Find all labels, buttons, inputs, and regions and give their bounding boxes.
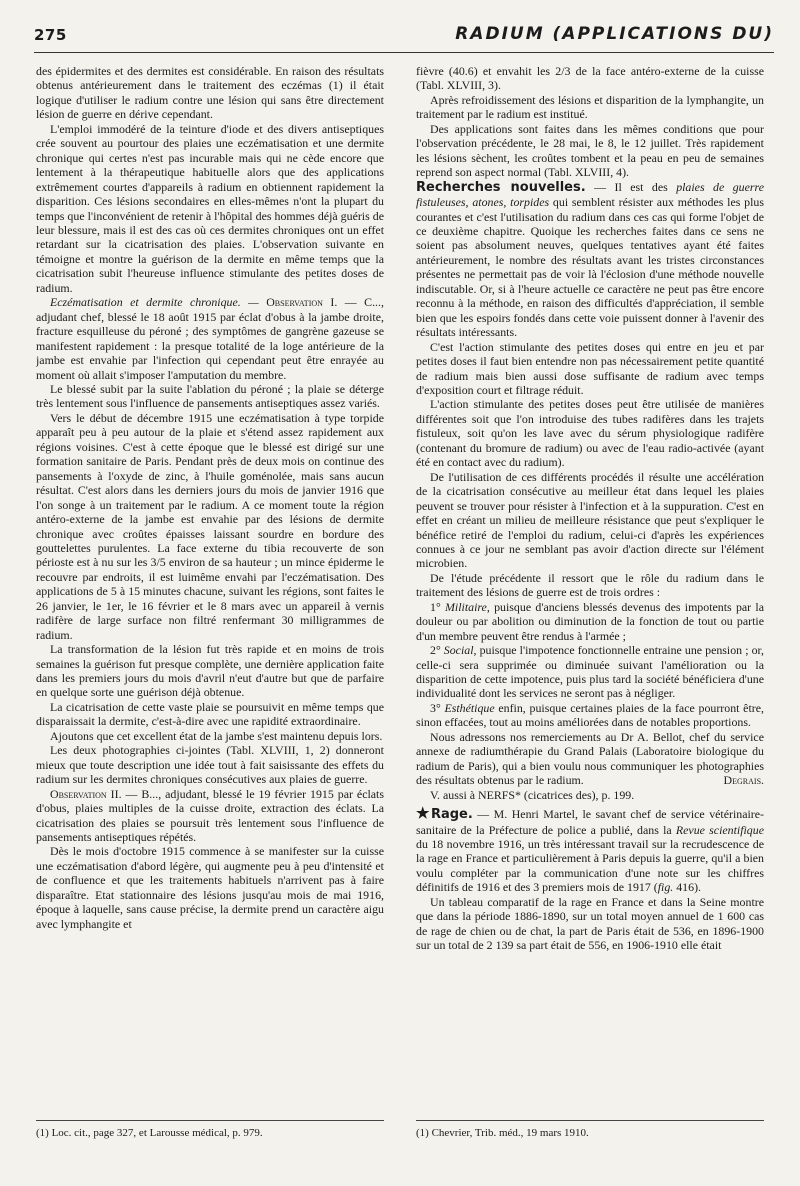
paragraph: Après refroidissement des lésions et disparition de la lymphangite, un traitement par le radium est institué. [416, 92, 764, 122]
ordre-esthetique: 3° Esthétique enfin, puisque certaines plaies de la face pourront être, sinon effacées, tout au moins améliorées dans de notables proportions. [416, 700, 764, 730]
paragraph: La cicatrisation de cette vaste plaie se poursuivit en même temps que disparaissait la dermite, c'est-à-dire avec une rapidité extraordinaire. [36, 699, 384, 729]
paragraph: Vers le début de décembre 1915 une eczématisation à type torpide apparaît peu à peu autour de la plaie et s'étend assez rapidement aux régions voisines. C'est à cette époque que le blessé est dirigé sur une formation sanitaire de Paris. Pendant près de deux mois on continue des pansements à l'oxyde de zinc, à l'huile goménolée, mais sans aucun résultat. C'est alors dans les derniers jours du mois de janvier 1916 que l'on songe à un traitement par le radium. A ce moment toute la région antéro-externe de la jambe est envahie par des lésions de dermite chronique avec croûtes épaisses laissant sourdre en bordure des gouttelettes purulentes. La face externe du tibia recouverte de son périoste est à nu sur les 3/5 environ de sa hauteur ; un mince épiderme le recouvre par endroits, il est luimême envahi par l'eczématisation. Des applications de 5 à 15 minutes chacune, suivant les régions, sont faites le 26 janvier, le 1er, le 16 février et le 8 mars avec un appareil à vernis radifère de large surface non filtré renfermant 30 milligrammes de radium. [36, 410, 384, 642]
remerciements: Nous adressons nos remerciements au Dr A. Bellot, chef du service annexe de radiumthérapie du Grand Palais (Laboratoire biologique du radium de Paris), qui a bien voulu nous communiquer les photographies des résultats obtenus par le radium. Degrais. [416, 729, 764, 788]
observation-2 [36, 787, 384, 845]
paragraph: De l'étude précédente il ressort que le rôle du radium dans le traitement des lésions de guerre est de trois ordres : [416, 570, 764, 600]
page-header [34, 22, 774, 53]
observation-label: Observation I. [266, 295, 338, 310]
recherches-nouvelles: Recherches nouvelles. — Il est des plaies de guerre fistuleuses, atones, torpides qui semblent résister aux méthodes les plus courantes et c'est l'utilisation du radium dans ces cas qui forme l'objet de ce deuxième chapitre. Quoique les recherches faites dans ce sens ne soient pas absolument neuves, quelques tentatives ayant été faites antérieurement, le nombre des résultats avant les tristes circonstances présentes ne permettait pas de voir là l'éclosion d'une méthode nouvelle indiscutable. Or, si à l'heure actuelle ce caractère ne peut pas être encore reconnu à la méthode, en raison des difficultés d'appréciation, il semble bien que les espoirs fondés dans cette voie puissent donner à l'avenir des résultats intéressants. [416, 179, 764, 340]
observation-text: — B..., adjudant, blessé le 19 février 1915 par éclats d'obus, plaies multiples de la cuisse droite, extraction des éclats. La cicatrisation des plaies se poursuit très lentement sous l'influence de pansements antiseptiques répétés. [36, 786, 384, 845]
subheading: Eczématisation et dermite chronique. — [50, 295, 259, 310]
ordre-militaire: 1° Militaire, puisque d'anciens blessés devenus des impotents par la douleur ou par abolition ou diminution de la fonction de tout ou partie d'un membre peuvent être rendus à l'armée ; [416, 599, 764, 643]
paragraph: L'action stimulante des petites doses peut être utilisée de manières différentes soit que l'on introduise des tubes radifères dans les trajets fistuleux, soit qu'on les lave avec du sérum physiologique radifère (contenant du bromure de radium) ou avec de l'eau radio-activée (ayant été en contact avec du radium). [416, 397, 764, 470]
footnote-left: (1) Loc. cit., page 327, et Larousse médical, p. 979. [36, 1127, 263, 1139]
running-head: RADIUM (APPLICATIONS DU) [455, 24, 774, 44]
paragraph: L'emploi immodéré de la teinture d'iode et des divers antiseptiques crée souvent au pourtour des plaies une eczématisation et une dermite chronique qui certes n'est pas incurable mais qui ne cède encore que lentement à la thérapeutique habituelle alors que des applications extrêmement courtes d'appareils à radium en obtiennent rapidement la disparition. Ces lésions secondaires en elles-mêmes n'ont la plupart du temps que l'inconvénient de retenir à l'hôpital des hommes déjà guéris de leur blessure, mais il est des cas où ces dermites chroniques ont un effet retardant sur la cicatrisation des plaies. L'observation suivante en témoigne et montre la guérison de la dermite en même temps que la cicatrisation subit l'heureuse influence stimulante des petites doses de radium. [36, 121, 384, 295]
see-also: V. aussi à NERFS* (cicatrices des), p. 199. [430, 787, 635, 802]
paragraph: La transformation de la lésion fut très rapide et en moins de trois semaines la guérison fut presque complète, une dernière application faite dans les premiers jours du mois d'avril n'eut d'autre but que de parfaire en quelque sorte une guérison déjà obtenue. [36, 642, 384, 700]
observation-1 [36, 295, 384, 382]
paragraph: des épidermites et des dermites est considérable. En raison des résultats obtenus antérieurement dans le traitement des eczémas (1) il était logique d'utiliser le radium contre une lésion qui sans être directement lésion de guerre en dérive cependant. [36, 64, 384, 122]
author-signature: Degrais. [723, 773, 764, 788]
footnote-divider [36, 1120, 384, 1121]
footnote-divider [416, 1120, 764, 1121]
paragraph: De l'utilisation de ces différents procédés il résulte une accélération de la cicatrisation consécutive au meilleur état dans lequel les plaies peuvent se trouver pour résister à l'infection et à la suppuration. C'est en effet en créant un milieu de meilleure résistance que peut s'expliquer le bénéfice retiré de l'emploi du radium, celui-ci d'après les expériences connues à ce jour ne semblant pas avoir d'action directe sur l'élément microbien. [416, 469, 764, 571]
section-heading: Recherches nouvelles. [416, 179, 586, 195]
paragraph: Le blessé subit par la suite l'ablation du péroné ; la plaie se déterge très lentement sous l'influence de pansements antiseptiques assez variés. [36, 381, 384, 411]
page-number: 275 [34, 26, 67, 44]
section-heading: Rage. [430, 807, 473, 823]
paragraph: fièvre (40.6) et envahit les 2/3 de la face antéro-externe de la cuisse (Tabl. XLVIII, 3). [416, 64, 764, 93]
star-icon: ★ [416, 806, 431, 823]
rage-article: ★Rage. — M. Henri Martel, le savant chef de service vétérinaire-sanitaire de la Préfecture de police a publié, dans la Revue scientifique du 18 novembre 1916, un très intéressant travail sur la recrudescence de la rage en France et particulièrement à Paris depuis la guerre, qu'il a bien voulu compléter par la communication d'une note sur les chiffres définitifs de 1916 et des 3 premiers mois de 1917 (fig. 416). [416, 806, 764, 895]
paragraph: Dès le mois d'octobre 1915 commence à se manifester sur la cuisse une eczématisation d'abord légère, qui augmente peu à peu d'intensité et de confluence et que les traitements habituels n'arrivent pas à faire disparaître. Etat stationnaire des lésions jusqu'au mois de mai 1916, époque à laquelle, sans cause précise, la dermite prend un caractère aigu avec lymphangite et [36, 844, 384, 931]
ordre-social: 2° Social, puisque l'impotence fonctionnelle entraine une pension ; or, celle-ci sera supprimée ou diminuée suivant l'amélioration ou la disparition de cette impotence, puis plus tard la société bénéficiera d'une individualité dont les services ne seront pas à négliger. [416, 643, 764, 701]
observation-label: Observation II. [50, 786, 122, 801]
paragraph: Un tableau comparatif de la rage en France et dans la Seine montre que dans la période 1886-1890, sur un total moyen annuel de 1 600 cas de rage de chien ou de chat, la part de Paris était de 536, en 1896-1900 sur un total de 2 139 sa part était de 556, en 1906-1910 elle était [416, 894, 764, 953]
observation-text: — C..., adjudant chef, blessé le 18 août 1915 par éclat d'obus à la jambe droite, fracture esquilleuse du péroné ; des symptômes de gangrène gazeuse se manifestent rapidement : la presque totalité de la loge antérieure de la jambe est envahie par l'infection qui cependant peut être enrayée au moment où allait s'imposer l'amputation du membre. [36, 295, 384, 382]
right-column [416, 64, 764, 1118]
paragraph: Les deux photographies ci-jointes (Tabl. XLVIII, 1, 2) donneront mieux que toute description une idée tout à fait saisissante des effets du radium sur les dermites chroniques consécutives aux plaies de guerre. [36, 743, 384, 787]
left-column [36, 64, 384, 1118]
paragraph: Ajoutons que cet excellent état de la jambe s'est maintenu depuis lors. [50, 728, 383, 743]
paragraph: C'est l'action stimulante des petites doses qui entre en jeu et par petites doses il faut bien entendre non pas nécessairement petite quantité de radium mais bien aussi dose suffisante de radium avec temps d'exposition court et filtrage réduit. [416, 339, 764, 397]
footnote-right: (1) Chevrier, Trib. méd., 19 mars 1910. [416, 1127, 589, 1139]
paragraph: Des applications sont faites dans les mêmes conditions que pour l'observation précédente, le 28 mai, le 8, le 12 juillet. Très rapidement les lésions sèchent, les croûtes tombent et la peau en peu de semaines reprend son aspect normal (Tabl. XLVIII, 4). [416, 121, 764, 180]
